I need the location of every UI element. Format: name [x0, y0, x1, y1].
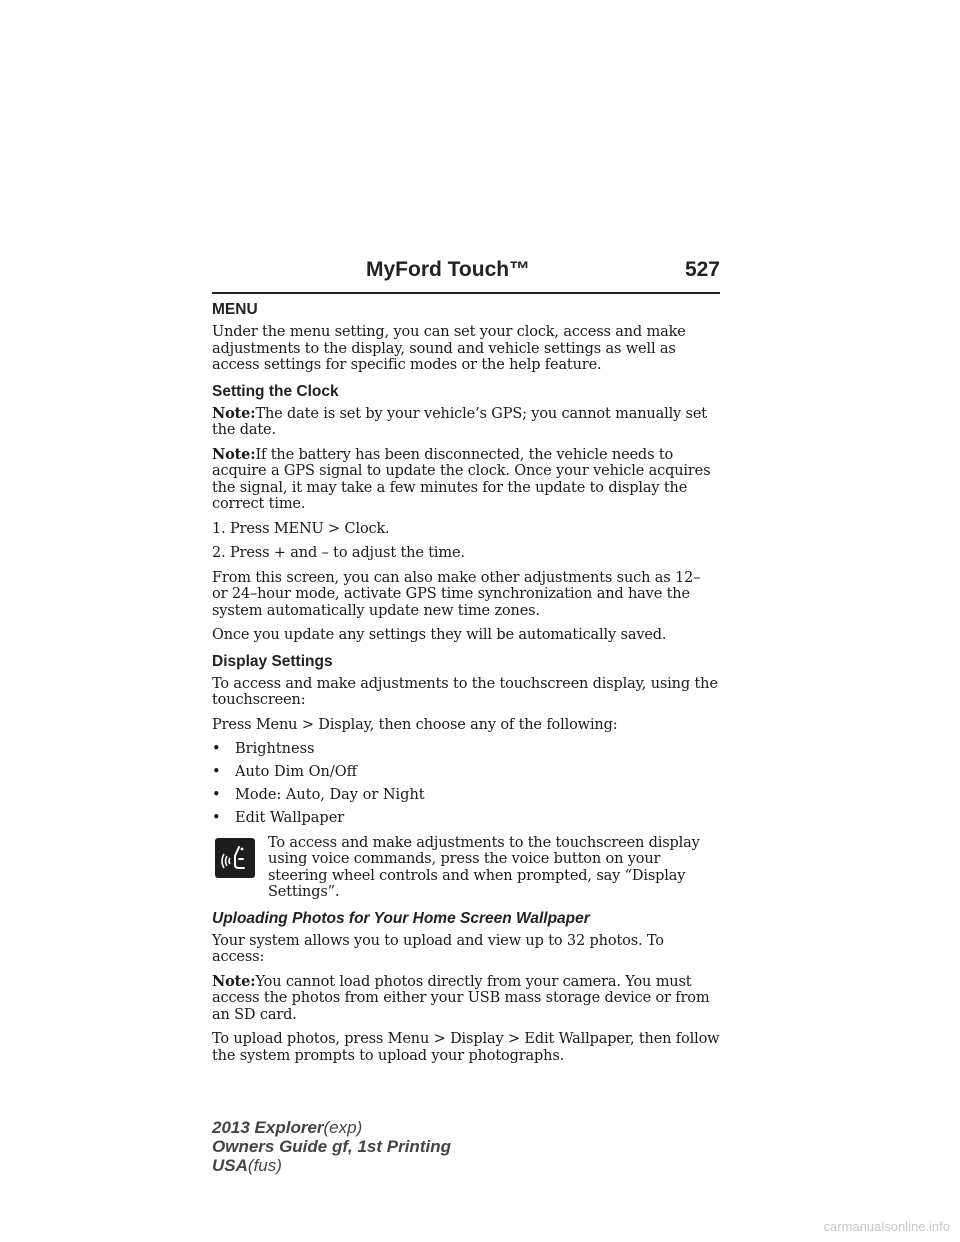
wallpaper-para-1: Your system allows you to upload and view up to 32 photos. To access: — [212, 932, 664, 965]
note-label: Note: — [212, 972, 256, 990]
clock-note-2 — [212, 447, 720, 513]
footer-line-3: USA(fus) — [212, 1156, 282, 1175]
voice-command-text: To access and make adjustments to the touchscreen display using voice commands, press the voice button on your steering wheel controls and when prompted, say “Display Settings”. — [268, 834, 700, 900]
bullet: • — [212, 764, 221, 780]
footer-line-2: Owners Guide gf, 1st Printing — [212, 1137, 451, 1156]
clock-step-1: 1. Press MENU > Clock. — [212, 520, 390, 537]
wallpaper-para-2: To upload photos, press Menu > Display > Edit Wallpaper, then follow the system prompts to upload your photographs. — [212, 1031, 720, 1064]
header-title: MyFord Touch™ — [366, 258, 531, 281]
voice-command-note — [212, 835, 720, 901]
footer-line-1: 2013 Explorer(exp) — [212, 1118, 363, 1137]
clock-heading: Setting the Clock — [212, 382, 339, 400]
wallpaper-heading: Uploading Photos for Your Home Screen Wallpaper — [212, 909, 590, 927]
note-text: You cannot load photos directly from your camera. You must access the photos from either your USB mass storage device or from an SD card. — [212, 973, 710, 1023]
page-content — [212, 300, 720, 1072]
note-label: Note: — [212, 404, 256, 422]
list-item: • Auto Dim On/Off — [212, 764, 357, 780]
note-label: Note: — [212, 445, 256, 463]
bullet: • — [212, 787, 221, 803]
page-footer — [212, 1118, 451, 1175]
list-item: • Edit Wallpaper — [212, 810, 345, 826]
page-header — [212, 256, 720, 294]
display-intro: To access and make adjustments to the touchscreen display, using the touchscreen: — [212, 675, 718, 708]
bullet: • — [212, 741, 221, 757]
clock-step-2: 2. Press + and – to adjust the time. — [212, 545, 465, 561]
page-number: 527 — [684, 258, 720, 281]
voice-command-icon — [215, 838, 255, 878]
wallpaper-note — [212, 974, 720, 1024]
menu-intro: Under the menu setting, you can set your clock, access and make adjustments to the display, sound and vehicle settings as well as access settings for specific modes or the help feature. — [212, 324, 686, 373]
menu-heading: MENU — [212, 301, 258, 318]
display-instruction: Press Menu > Display, then choose any of the following: — [212, 716, 618, 733]
clock-para-1: From this screen, you can also make other adjustments such as 12– or 24–hour mode, activate GPS time synchronization and have the system automatically update new time zones. — [212, 569, 701, 619]
note-text: The date is set by your vehicle’s GPS; you cannot manually set the date. — [212, 405, 707, 438]
display-heading: Display Settings — [212, 652, 333, 670]
list-item: • Mode: Auto, Day or Night — [212, 787, 425, 803]
watermark: carmanualsonline.info — [823, 1219, 950, 1234]
clock-note-1 — [212, 406, 720, 439]
display-options-list — [212, 741, 720, 827]
bullet: • — [212, 810, 221, 826]
clock-para-2: Once you update any settings they will be automatically saved. — [212, 627, 667, 643]
note-text: If the battery has been disconnected, the vehicle needs to acquire a GPS signal to update the clock. Once your vehicle acquires the signal, it may take a few minutes for the update to display the correct time. — [212, 446, 711, 512]
list-item: • Brightness — [212, 741, 315, 757]
